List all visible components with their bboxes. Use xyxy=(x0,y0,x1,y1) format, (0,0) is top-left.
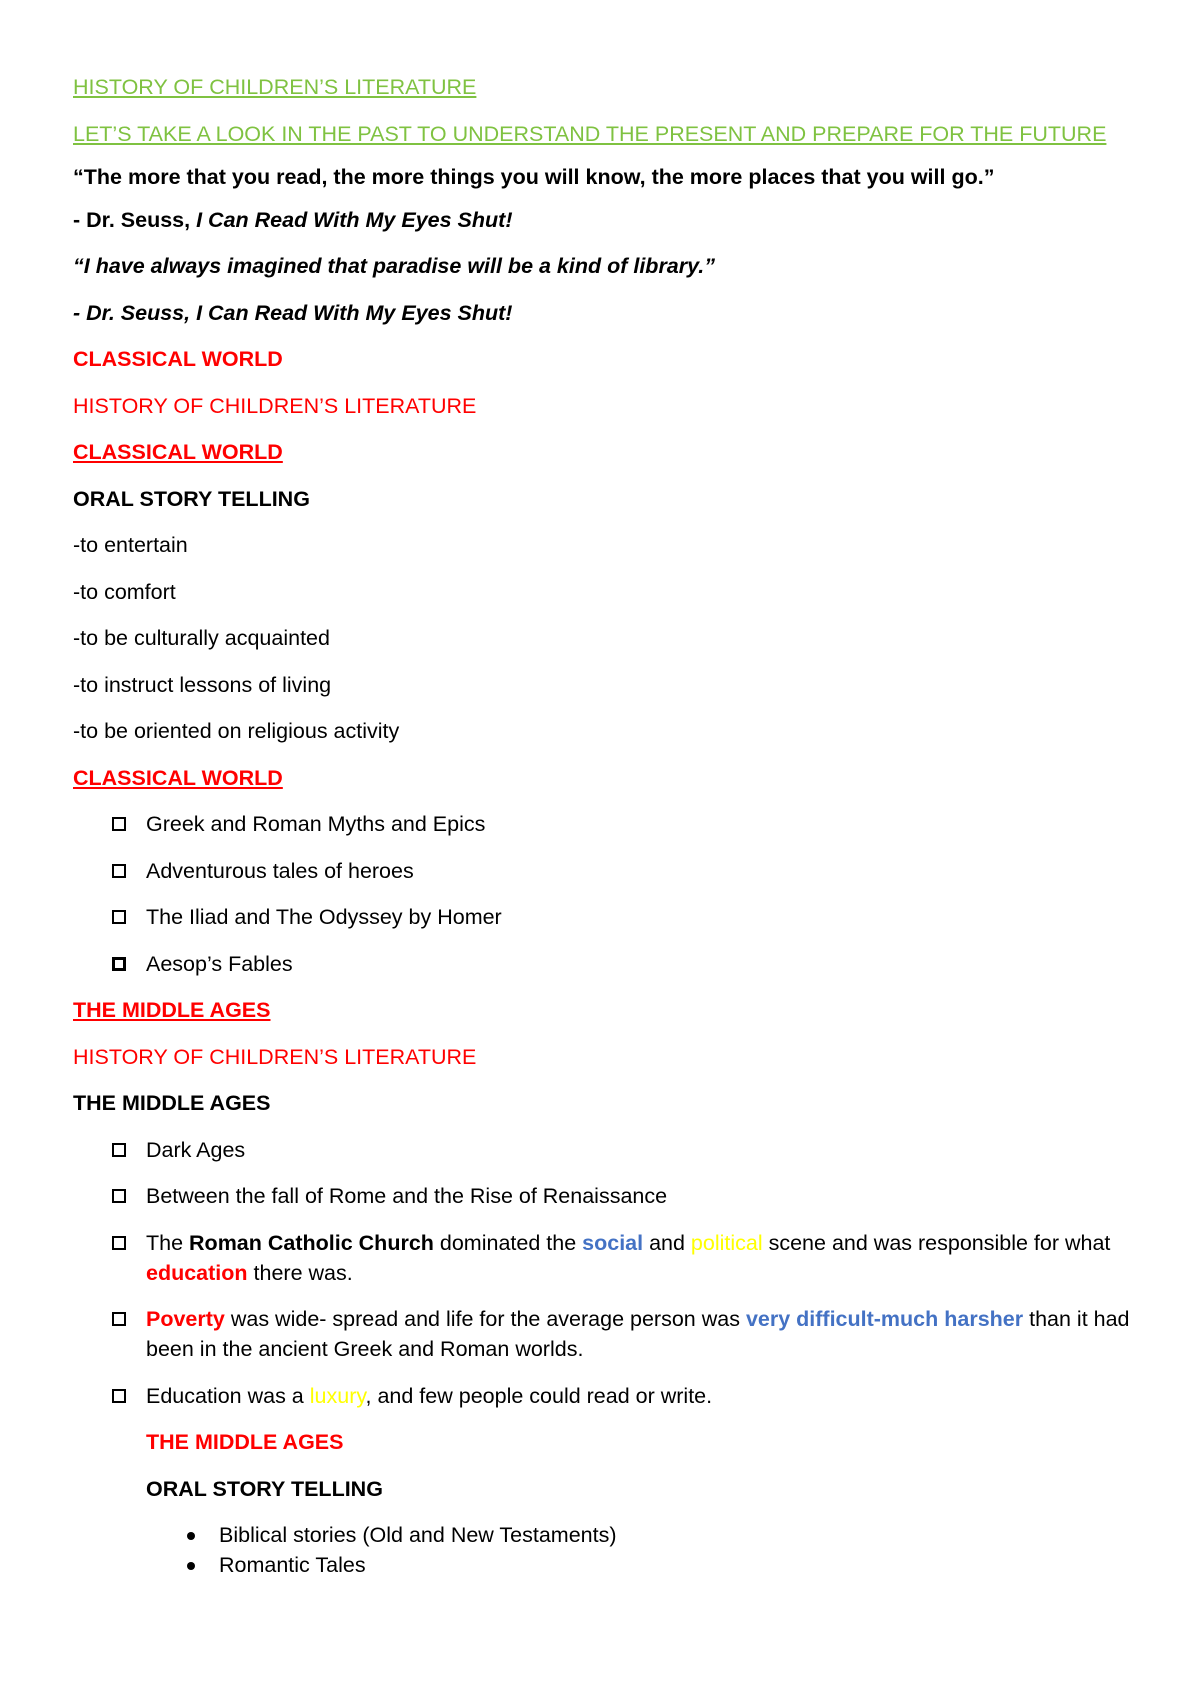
section-classical-world: CLASSICAL WORLD xyxy=(73,347,283,371)
social-text: social xyxy=(582,1230,644,1255)
very-difficult-text: very difficult-much harsher xyxy=(745,1307,1024,1331)
purpose-item: -to comfort xyxy=(73,579,176,604)
text-run: was wide- spread and life for the average person was xyxy=(224,1307,746,1331)
quote-1: “The more that you read, the more things you will know, the more places that you will go.” xyxy=(73,164,995,189)
list-item xyxy=(73,902,1133,932)
checkbox-bullet-icon xyxy=(112,1143,126,1157)
quote-2: “I have always imagined that paradise will be a kind of library.” xyxy=(73,254,716,278)
list-item-text: The Iliad and The Odyssey by Homer xyxy=(146,905,502,929)
text-run: than it had been in the ancient Greek and Roman worlds. xyxy=(146,1307,1130,1361)
bullet-icon xyxy=(187,1562,195,1570)
list-item xyxy=(73,856,1133,886)
checkbox-bullet-icon xyxy=(112,1389,126,1403)
attribution-2: - Dr. Seuss, I Can Read With My Eyes Shut! xyxy=(73,300,513,325)
section-classical-world: CLASSICAL WORLD xyxy=(73,765,283,790)
text-run: dominated the xyxy=(433,1230,583,1255)
text-run: Education was a xyxy=(146,1383,310,1408)
oral-story-telling-heading: ORAL STORY TELLING xyxy=(146,1476,383,1501)
checkbox-bullet-icon xyxy=(112,957,126,971)
list-item xyxy=(73,1228,1133,1288)
document-page xyxy=(73,72,1133,1580)
section-middle-ages-heading: THE MIDDLE AGES xyxy=(73,1091,271,1115)
section-history: HISTORY OF CHILDREN’S LITERATURE xyxy=(73,393,477,418)
list-item xyxy=(73,1381,1133,1411)
purpose-item: -to be oriented on religious activity xyxy=(73,719,400,743)
bullet-icon xyxy=(187,1532,195,1540)
list-item-text xyxy=(146,1307,1130,1361)
education-text: education xyxy=(146,1260,248,1285)
attribution-1-title: I Can Read With My Eyes Shut! xyxy=(196,207,513,232)
attribution-1-prefix: - Dr. Seuss, xyxy=(73,207,197,232)
list-item-text: Biblical stories (Old and New Testaments) xyxy=(219,1523,617,1547)
list-item-text: Aesop’s Fables xyxy=(146,951,293,976)
oral-story-telling-heading: ORAL STORY TELLING xyxy=(73,486,310,511)
checkbox-bullet-icon xyxy=(112,1312,126,1326)
list-item xyxy=(73,1520,1133,1550)
purpose-item: -to be culturally acquainted xyxy=(73,626,330,650)
purpose-item: -to entertain xyxy=(73,533,188,557)
section-middle-ages: THE MIDDLE AGES xyxy=(146,1430,344,1454)
text-run: there was. xyxy=(247,1260,353,1285)
checkbox-bullet-icon xyxy=(112,1236,126,1250)
list-item-text xyxy=(146,1384,712,1408)
purpose-item: -to instruct lessons of living xyxy=(73,672,332,697)
poverty-text: Poverty xyxy=(146,1307,225,1331)
list-item-text: Greek and Roman Myths and Epics xyxy=(146,812,486,836)
political-text: political xyxy=(690,1230,763,1255)
list-item-text: Dark Ages xyxy=(146,1137,246,1162)
checkbox-bullet-icon xyxy=(112,910,126,924)
luxury-text: luxury xyxy=(309,1383,366,1408)
checkbox-bullet-icon xyxy=(112,1189,126,1203)
list-item xyxy=(73,809,1133,839)
text-run: The xyxy=(146,1230,190,1255)
checkbox-bullet-icon xyxy=(112,817,126,831)
list-item-text: Between the fall of Rome and the Rise of Renaissance xyxy=(146,1184,668,1208)
middle-oral-list xyxy=(73,1520,1133,1580)
text-run: scene and was responsible for what xyxy=(762,1230,1111,1255)
roman-catholic-church-text: Roman Catholic Church xyxy=(189,1230,434,1255)
middle-ages-list xyxy=(73,1135,1133,1411)
list-item-text xyxy=(146,1231,1110,1285)
section-middle-ages: THE MIDDLE AGES xyxy=(73,998,271,1022)
list-item xyxy=(73,949,1133,979)
attribution-1 xyxy=(73,205,1133,235)
checkbox-bullet-icon xyxy=(112,864,126,878)
section-history: HISTORY OF CHILDREN’S LITERATURE xyxy=(73,1044,477,1069)
list-item xyxy=(73,1550,1133,1580)
subtitle: LET’S TAKE A LOOK IN THE PAST TO UNDERSTAND THE PRESENT AND PREPARE FOR THE FUTURE xyxy=(73,121,1107,146)
list-item xyxy=(73,1135,1133,1165)
list-item-text: Adventurous tales of heroes xyxy=(146,858,414,883)
text-run: , and few people could read or write. xyxy=(365,1383,713,1408)
list-item xyxy=(73,1304,1133,1364)
list-item xyxy=(73,1181,1133,1211)
text-run: and xyxy=(643,1230,691,1255)
list-item-text: Romantic Tales xyxy=(219,1553,366,1577)
main-title: HISTORY OF CHILDREN’S LITERATURE xyxy=(73,75,477,99)
classical-list xyxy=(73,809,1133,979)
section-classical-world: CLASSICAL WORLD xyxy=(73,440,283,464)
